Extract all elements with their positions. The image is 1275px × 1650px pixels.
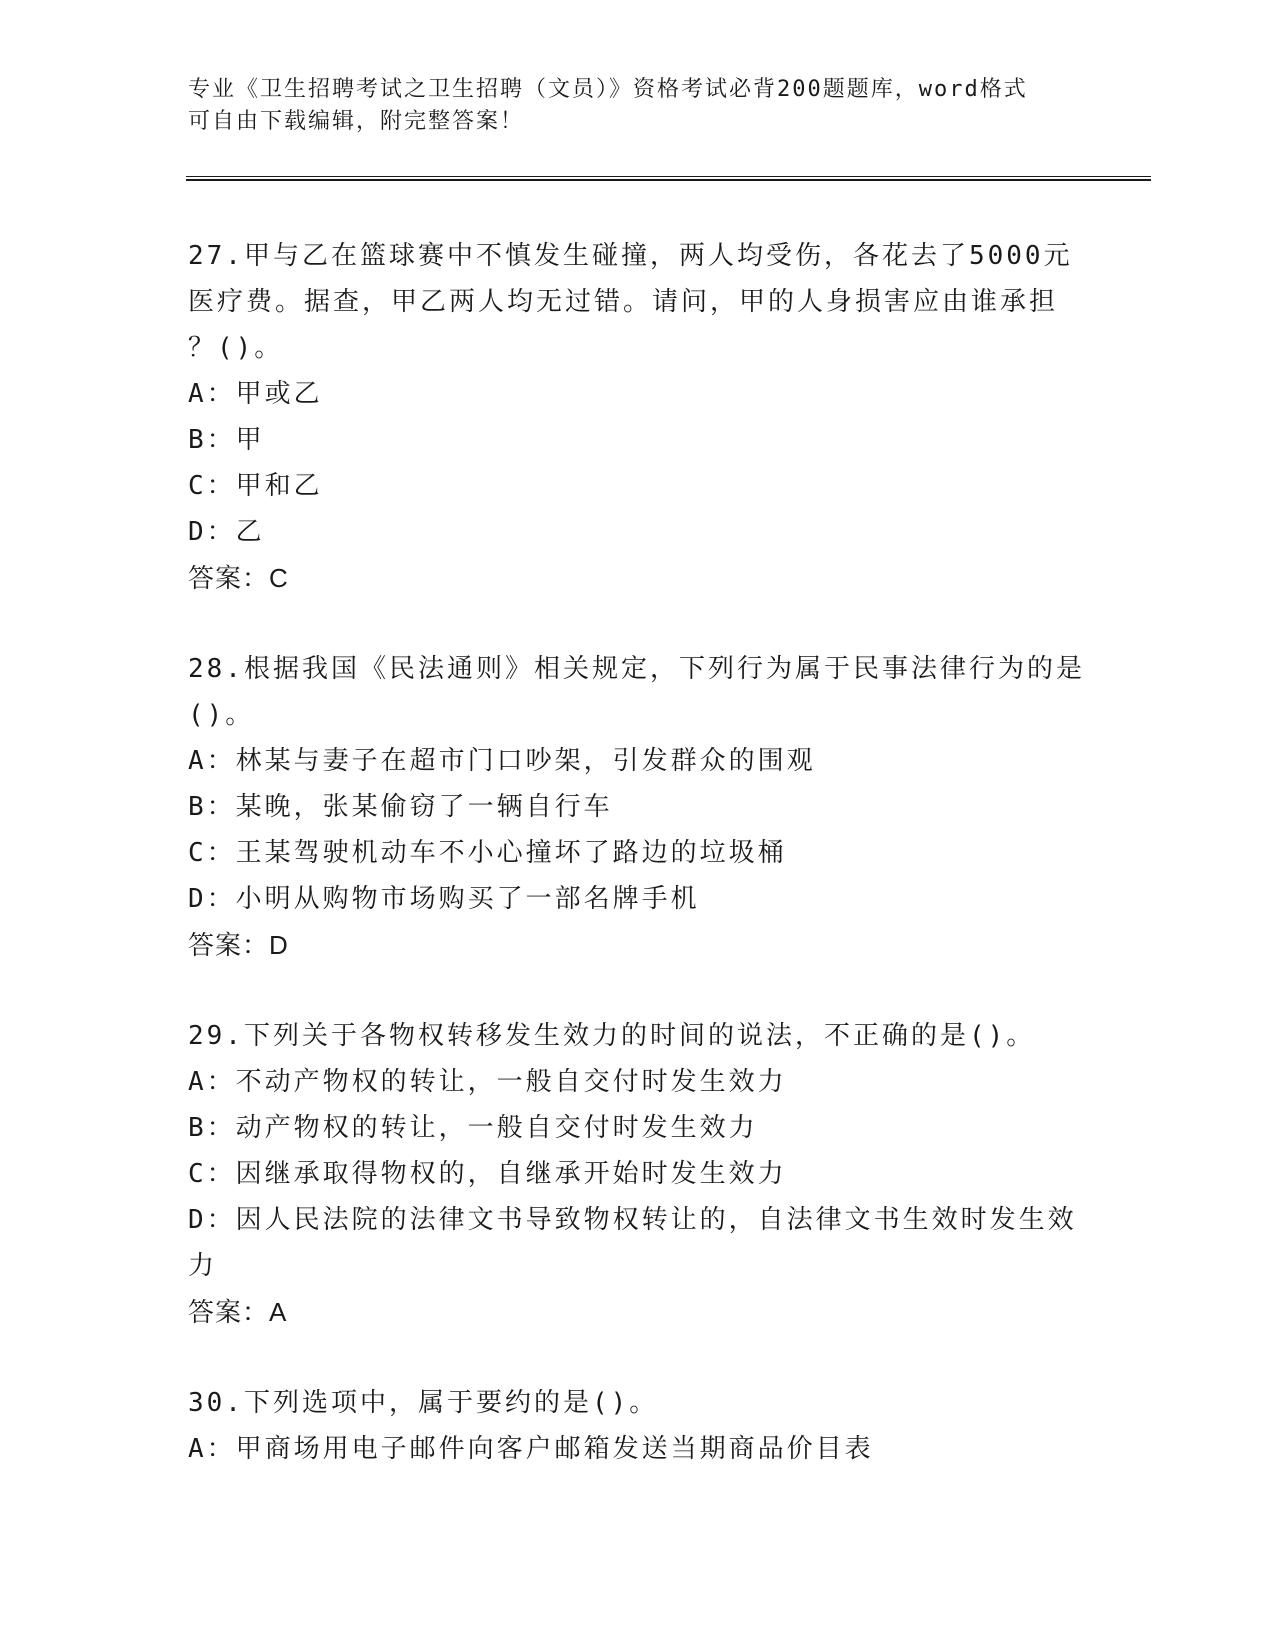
question-29 <box>188 1013 1088 1335</box>
option-d: D：因人民法院的法律文书导致物权转让的，自法律文书生效时发生效 <box>188 1205 1077 1235</box>
answer-line: 答案：D <box>188 930 289 960</box>
question-28 <box>188 646 1088 968</box>
answer-line: 答案：C <box>188 563 289 593</box>
option-b: B：甲 <box>188 425 265 455</box>
question-27 <box>188 233 1088 601</box>
option-d: D：乙 <box>188 517 265 547</box>
option-a: A：不动产物权的转让，一般自交付时发生效力 <box>188 1067 787 1097</box>
question-stem-line: 29.下列关于各物权转移发生效力的时间的说法，不正确的是()。 <box>188 1021 1036 1051</box>
question-stem-line: 28.根据我国《民法通则》相关规定，下列行为属于民事法律行为的是 <box>188 654 1085 684</box>
question-stem-line: 30.下列选项中，属于要约的是()。 <box>188 1388 659 1418</box>
option-a: A：甲商场用电子邮件向客户邮箱发送当期商品价目表 <box>188 1434 874 1464</box>
header-line-1: 专业《卫生招聘考试之卫生招聘（文员）》资格考试必背200题题库，word格式 <box>188 77 1028 102</box>
question-stem-line: ()。 <box>188 700 255 730</box>
option-a: A：甲或乙 <box>188 379 323 409</box>
option-c: C：甲和乙 <box>188 471 323 501</box>
option-a: A：林某与妻子在超市门口吵架，引发群众的围观 <box>188 746 816 776</box>
question-stem-line: ？()。 <box>188 333 284 363</box>
option-c: C：因继承取得物权的，自继承开始时发生效力 <box>188 1159 787 1189</box>
question-30 <box>188 1380 1088 1472</box>
option-b: B：某晚，张某偷窃了一辆自行车 <box>188 792 613 822</box>
option-c: C：王某驾驶机动车不小心撞坏了路边的垃圾桶 <box>188 838 787 868</box>
question-list <box>188 233 1088 1517</box>
option-b: B：动产物权的转让，一般自交付时发生效力 <box>188 1113 758 1143</box>
header-line-2: 可自由下载编辑，附完整答案！ <box>188 109 525 134</box>
answer-line: 答案：A <box>188 1297 288 1327</box>
header-divider <box>186 176 1151 181</box>
option-d-continued: 力 <box>188 1251 218 1281</box>
document-header <box>188 74 1068 138</box>
question-stem-line: 27.甲与乙在篮球赛中不慎发生碰撞，两人均受伤，各花去了5000元 <box>188 241 1073 271</box>
option-d: D：小明从购物市场购买了一部名牌手机 <box>188 884 700 914</box>
question-stem-line: 医疗费。据查，甲乙两人均无过错。请问，甲的人身损害应由谁承担 <box>188 287 1059 317</box>
